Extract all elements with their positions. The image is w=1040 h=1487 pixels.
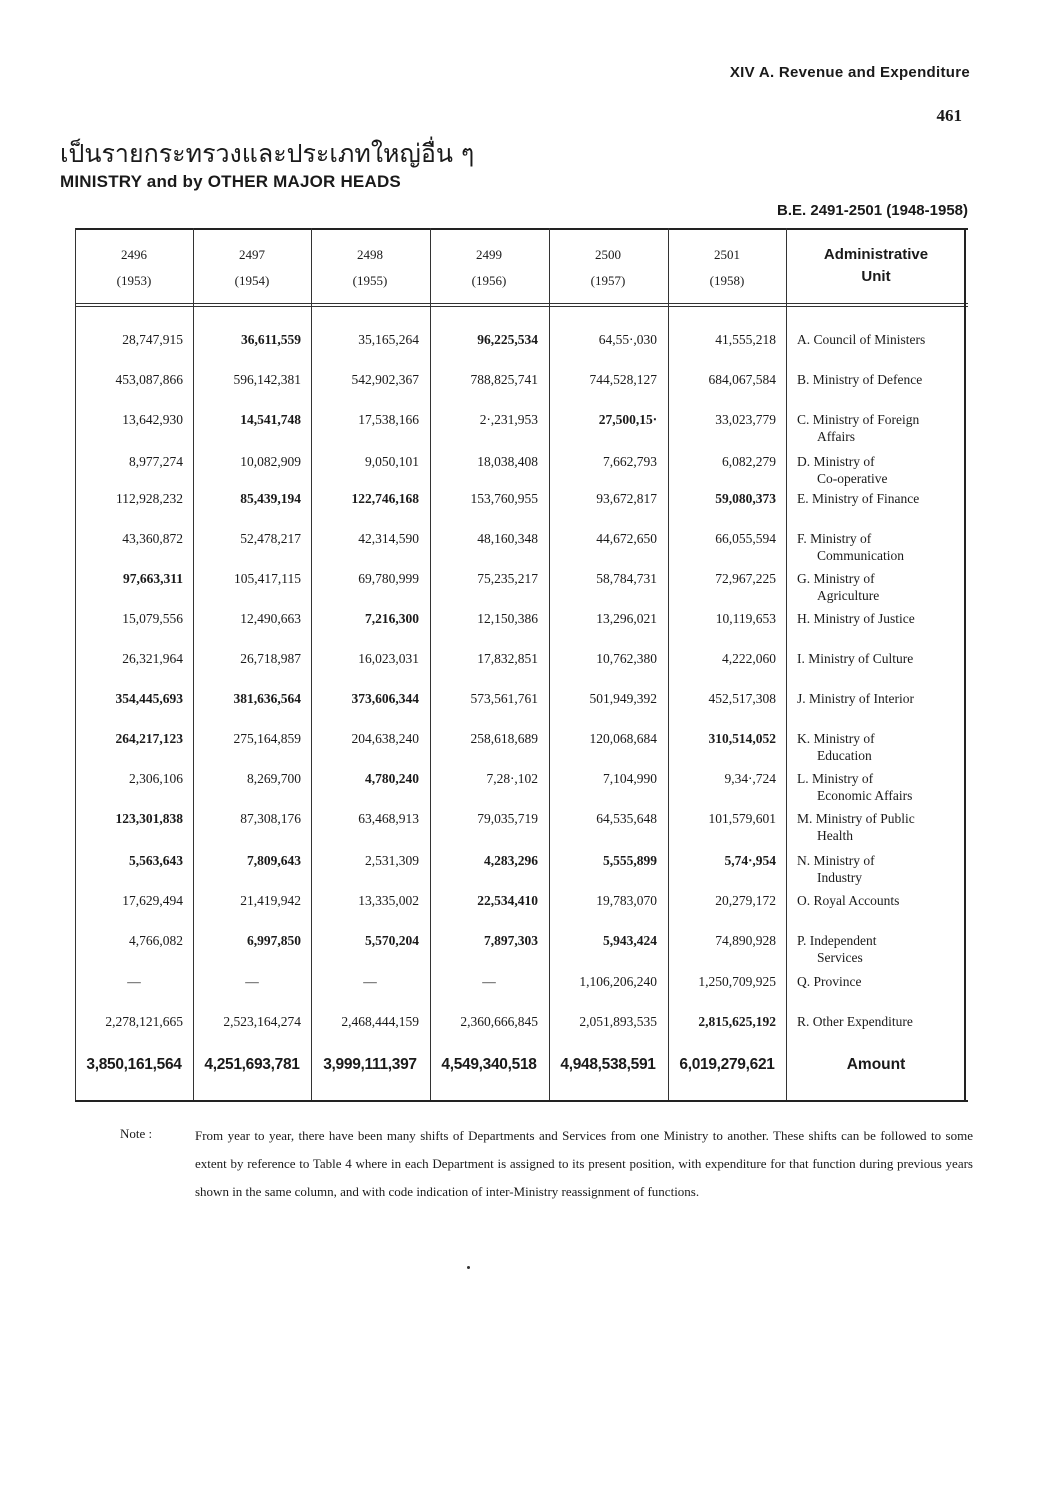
year-be: 2496 [121, 247, 147, 262]
year-column-header [668, 242, 786, 294]
table-cell: 63,468,913 [358, 811, 419, 826]
table-cell: 501,949,392 [589, 691, 657, 706]
stray-dot [467, 1266, 470, 1269]
table-cell: 2,468,444,159 [341, 1014, 419, 1029]
table-cell: 74,890,928 [715, 933, 776, 948]
unit-label-line: H. Ministry of Justice [797, 611, 915, 626]
table-cell: 33,023,779 [715, 412, 776, 427]
note-text: From year to year, there have been many shifts of Departments and Services from one Ministry to another. These shifts can be followed to some extent by reference to Table 4 where in each Department is assigned to its present position, with expenditure for that function during previous years shown in the same column, and with code indication of inter-Ministry reassignment of functions. [195, 1128, 973, 1199]
table-cell: 8,269,700 [247, 771, 301, 786]
table-cell: 596,142,381 [233, 372, 301, 387]
table-cell: 744,528,127 [589, 372, 657, 387]
table-cell: 2,278,121,665 [105, 1014, 183, 1029]
column-divider [75, 228, 76, 1100]
table-cell: 13,296,021 [596, 611, 657, 626]
unit-label [797, 610, 967, 627]
thai-title: เป็นรายกระทรวงและประเภทใหญ่อื่น ๆ [60, 139, 475, 168]
unit-label-line: N. Ministry of [797, 853, 875, 868]
table-cell: 16,023,031 [358, 651, 419, 666]
column-divider [311, 228, 312, 1100]
table-cell: 5,570,204 [365, 933, 419, 948]
year-be: 2501 [714, 247, 740, 262]
unit-label [797, 453, 967, 487]
unit-label-line: Co-operative [817, 471, 888, 486]
table-cell: 5,563,643 [129, 853, 183, 868]
table-cell: 26,718,987 [240, 651, 301, 666]
unit-label [797, 331, 967, 348]
unit-label [797, 852, 967, 886]
table-cell: 453,087,866 [115, 372, 183, 387]
table-cell: 153,760,955 [470, 491, 538, 506]
table-cell: 7,28⋅,102 [486, 771, 538, 786]
table-cell: 7,809,643 [247, 853, 301, 868]
unit-label-line: Q. Province [797, 974, 862, 989]
unit-label-line: Industry [817, 870, 862, 885]
column-divider [193, 228, 194, 1100]
note-label: Note : [120, 1126, 153, 1141]
table-cell: 26,321,964 [122, 651, 183, 666]
table-cell: 17,629,494 [122, 893, 183, 908]
table-cell: 64,55⋅,030 [598, 332, 657, 347]
table-cell: 204,638,240 [351, 731, 419, 746]
table-cell: 2,360,666,845 [460, 1014, 538, 1029]
table-cell: 9,34⋅,724 [724, 771, 776, 786]
table-cell: 7,104,990 [603, 771, 657, 786]
table-cell: 1,106,206,240 [579, 974, 657, 989]
total-amount: 3,999,111,397 [323, 1056, 417, 1073]
table-cell: 275,164,859 [233, 731, 301, 746]
year-be: 2497 [239, 247, 265, 262]
table-cell: 105,417,115 [234, 571, 301, 586]
total-amount: 4,251,693,781 [204, 1056, 300, 1073]
table-cell: 10,119,653 [715, 611, 776, 626]
unit-label-line: E. Ministry of Finance [797, 491, 920, 506]
table-cell: 5,74⋅,954 [724, 853, 776, 868]
column-divider [430, 228, 431, 1100]
unit-label-line: D. Ministry of [797, 454, 875, 469]
table-cell: 36,611,559 [240, 332, 301, 347]
table-cell: 22,534,410 [477, 893, 538, 908]
unit-label [797, 932, 967, 966]
unit-label-line: G. Ministry of [797, 571, 875, 586]
table-cell: 35,165,264 [358, 332, 419, 347]
table-cell: 43,360,872 [122, 531, 183, 546]
table-cell: 2⋅,231,953 [479, 412, 538, 427]
table-cell: 13,335,002 [358, 893, 419, 908]
year-ad: (1955) [352, 273, 388, 288]
table-cell: 48,160,348 [477, 531, 538, 546]
table-cell: — [245, 974, 259, 989]
unit-label [797, 650, 967, 667]
unit-label-line: F. Ministry of [797, 531, 872, 546]
unit-label-line: K. Ministry of [797, 731, 875, 746]
table-cell: 96,225,534 [477, 332, 538, 347]
table-cell: 112,928,232 [116, 491, 183, 506]
year-ad: (1956) [471, 273, 507, 288]
table-header-rule [75, 303, 968, 304]
table-cell: 21,419,942 [240, 893, 301, 908]
table-cell: 310,514,052 [708, 731, 776, 746]
table-cell: 6,997,850 [247, 933, 301, 948]
table-cell: 75,235,217 [477, 571, 538, 586]
period-label: B.E. 2491-2501 (1948-1958) [777, 202, 968, 219]
table-cell: 7,662,793 [603, 454, 657, 469]
unit-label [797, 411, 967, 445]
unit-label [797, 770, 967, 804]
table-cell: 452,517,308 [708, 691, 776, 706]
total-amount: 3,850,161,564 [86, 1056, 182, 1073]
unit-label-line: L. Ministry of [797, 771, 874, 786]
table-cell: 4,222,060 [722, 651, 776, 666]
table-cell: 2,051,893,535 [579, 1014, 657, 1029]
year-ad: (1954) [234, 273, 270, 288]
table-cell: 69,780,999 [358, 571, 419, 586]
unit-label [797, 570, 967, 604]
table-cell: 52,478,217 [240, 531, 301, 546]
table-cell: — [363, 974, 377, 989]
table-cell: — [127, 974, 141, 989]
total-amount: 4,948,538,591 [560, 1056, 656, 1073]
table-cell: 4,766,082 [129, 933, 183, 948]
table-cell: 20,279,172 [715, 893, 776, 908]
year-ad: (1953) [116, 273, 152, 288]
table-cell: 122,746,168 [351, 491, 419, 506]
table-cell: 4,780,240 [365, 771, 419, 786]
unit-label [797, 810, 967, 844]
column-divider [668, 228, 669, 1100]
table-cell: 12,150,386 [477, 611, 538, 626]
table-cell: 10,082,909 [240, 454, 301, 469]
unit-label-line: M. Ministry of Public [797, 811, 915, 826]
unit-label [797, 490, 967, 507]
table-cell: 28,747,915 [122, 332, 183, 347]
table-cell: 85,439,194 [240, 491, 301, 506]
table-cell: 264,217,123 [115, 731, 183, 746]
table-cell: 42,314,590 [358, 531, 419, 546]
table-cell: 381,636,564 [233, 691, 301, 706]
table-cell: 17,832,851 [477, 651, 538, 666]
column-divider [549, 228, 550, 1100]
expenditure-table [75, 228, 968, 1104]
section-header: XIV A. Revenue and Expenditure [729, 64, 970, 81]
total-amount: 6,019,279,621 [679, 1056, 775, 1073]
year-column-header [193, 242, 311, 294]
unit-label-line: C. Ministry of Foreign [797, 412, 920, 427]
table-cell: 542,902,367 [351, 372, 419, 387]
table-cell: 64,535,648 [596, 811, 657, 826]
table-cell: 4,283,296 [484, 853, 538, 868]
table-cell: 14,541,748 [240, 412, 301, 427]
english-title: MINISTRY and by OTHER MAJOR HEADS [60, 172, 401, 191]
table-cell: 373,606,344 [351, 691, 419, 706]
table-cell: 66,055,594 [715, 531, 776, 546]
unit-label-line: Education [817, 748, 872, 763]
total-amount: 4,549,340,518 [441, 1056, 537, 1073]
table-cell: 10,762,380 [596, 651, 657, 666]
year-ad: (1958) [709, 273, 745, 288]
unit-label-line: Economic Affairs [817, 788, 913, 803]
table-cell: 2,306,106 [129, 771, 183, 786]
table-cell: 6,082,279 [722, 454, 776, 469]
column-divider [786, 228, 787, 1100]
table-cell: 41,555,218 [715, 332, 776, 347]
unit-label-line: Communication [817, 548, 904, 563]
unit-label [797, 730, 967, 764]
totals-label: Amount [846, 1056, 906, 1073]
table-cell: 17,538,166 [358, 412, 419, 427]
year-be: 2499 [476, 247, 502, 262]
table-cell: 2,815,625,192 [698, 1014, 776, 1029]
unit-label-line: B. Ministry of Defence [797, 372, 923, 387]
unit-label-line: R. Other Expenditure [797, 1014, 913, 1029]
year-column-header [430, 242, 548, 294]
table-cell: 72,967,225 [715, 571, 776, 586]
table-cell: 7,216,300 [365, 611, 419, 626]
table-cell: 123,301,838 [115, 811, 183, 826]
table-cell: 15,079,556 [122, 611, 183, 626]
unit-label-line: P. Independent [797, 933, 877, 948]
unit-label [797, 892, 967, 909]
unit-label [797, 530, 967, 564]
table-cell: 2,523,164,274 [223, 1014, 301, 1029]
table-cell: 27,500,15⋅ [598, 412, 657, 427]
table-header-rule-2 [75, 306, 968, 307]
unit-column-header [788, 244, 964, 288]
unit-label-line: O. Royal Accounts [797, 893, 900, 908]
year-column-header [549, 242, 667, 294]
table-cell: 7,897,303 [484, 933, 538, 948]
table-cell: 97,663,311 [122, 571, 183, 586]
year-be: 2498 [357, 247, 383, 262]
table-cell: 101,579,601 [708, 811, 776, 826]
table-cell: 58,784,731 [596, 571, 657, 586]
table-top-rule [75, 228, 968, 230]
table-cell: 573,561,761 [470, 691, 538, 706]
table-cell: 93,672,817 [596, 491, 657, 506]
unit-label-line: A. Council of Ministers [797, 332, 926, 347]
table-bottom-rule [75, 1100, 968, 1102]
unit-header-line: Unit [861, 268, 891, 285]
table-cell: 79,035,719 [477, 811, 538, 826]
table-cell: 8,977,274 [129, 454, 183, 469]
table-cell: — [482, 974, 496, 989]
table-cell: 9,050,101 [365, 454, 419, 469]
unit-label [797, 1013, 967, 1030]
unit-label-line: J. Ministry of Interior [797, 691, 914, 706]
table-cell: 18,038,408 [477, 454, 538, 469]
unit-header-line: Administrative [823, 246, 929, 263]
table-cell: 59,080,373 [715, 491, 776, 506]
table-cell: 684,067,584 [708, 372, 776, 387]
unit-label-line: Affairs [817, 429, 855, 444]
year-column-header [75, 242, 193, 294]
table-cell: 19,783,070 [596, 893, 657, 908]
table-cell: 5,555,899 [603, 853, 657, 868]
page-number: 461 [936, 106, 962, 125]
year-column-header [311, 242, 429, 294]
table-cell: 44,672,650 [596, 531, 657, 546]
table-cell: 258,618,689 [470, 731, 538, 746]
table-cell: 13,642,930 [122, 412, 183, 427]
table-cell: 1,250,709,925 [698, 974, 776, 989]
table-cell: 354,445,693 [115, 691, 183, 706]
unit-label-line: Services [817, 950, 863, 965]
year-be: 2500 [595, 247, 621, 262]
table-cell: 87,308,176 [240, 811, 301, 826]
unit-label [797, 973, 967, 990]
table-cell: 2,531,309 [365, 853, 419, 868]
table-cell: 5,943,424 [603, 933, 657, 948]
unit-label-line: Agriculture [817, 588, 880, 603]
unit-label [797, 690, 967, 707]
table-cell: 120,068,684 [589, 731, 657, 746]
year-ad: (1957) [590, 273, 626, 288]
unit-label-line: Health [817, 828, 853, 843]
unit-label [797, 371, 967, 388]
table-cell: 788,825,741 [470, 372, 538, 387]
table-cell: 12,490,663 [240, 611, 301, 626]
unit-label-line: I. Ministry of Culture [797, 651, 914, 666]
